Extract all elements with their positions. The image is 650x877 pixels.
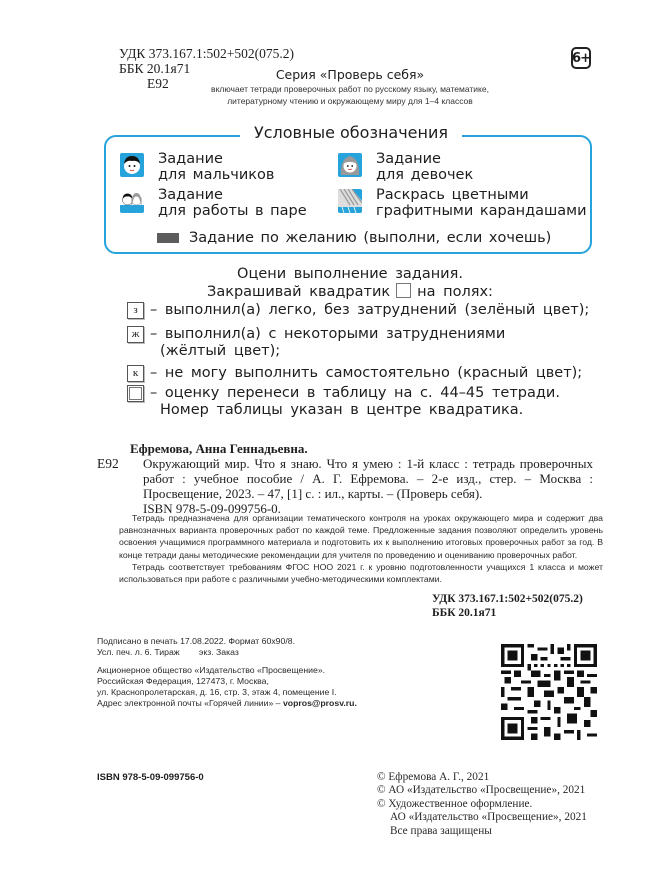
mark-box-zh: ж — [127, 326, 144, 343]
legend-item-label: для девочек — [376, 167, 474, 183]
legend-item-girls — [338, 151, 473, 183]
copyright-block — [377, 771, 587, 838]
legend-item-label: Раскрась цветными — [376, 187, 529, 203]
annotation-paragraph: Тетрадь предназначена для организации тематического контроля на уроках окружающего мира и содержит два равнозначных варианта проверочных работ по каждой теме. Предложенные задания позволяют определить уровень освоения учащимися программного материала и подготовить их к выполнению итоговых проверочных работ за год. В конце тетради даны методические рекомендации для учителя по проведению и оцениванию проверочных работ. — [119, 513, 603, 560]
legend-item-label: Задание по желанию (выполни, если хочешь) — [189, 230, 552, 246]
legend-item-label: Задание — [376, 151, 441, 167]
imprint-line: Подписано в печать 17.08.2022. Формат 60х90/8. — [97, 636, 295, 646]
pair-icon — [120, 189, 144, 213]
series-description — [150, 84, 550, 107]
double-square-icon — [127, 385, 144, 402]
evaluation-title: Оцени выполнение задания. — [237, 266, 463, 282]
biblio-description: Окружающий мир. Что я знаю. Что я умею : 1-й класс : тетрадь проверочных работ : учебное пособие / А. Г. Ефремова. – 2-е изд., стер. – Москва : Просвещение, 2023. – 47, [1] с. : ил., карты. – (Проверь себя). — [143, 456, 593, 501]
copyright-line: Все права защищены — [390, 824, 492, 837]
copyright-line: © АО «Издательство «Просвещение», 2021 — [377, 784, 586, 797]
imprint-line: Адрес электронной почты «Горячей линии» – — [97, 698, 283, 709]
mark-row-yellow — [127, 326, 505, 360]
empty-square-icon — [396, 283, 411, 298]
imprint-line: ул. Краснопролетарская, д. 16, стр. 3, этаж 4, помещение I. — [97, 687, 337, 698]
legend-item-pair — [120, 187, 307, 219]
mark-row-green — [127, 302, 589, 319]
imprint-line: Российская Федерация, 127473, г. Москва, — [97, 675, 269, 686]
boy-icon — [120, 153, 144, 177]
bbk-code: ББК 20.1я71 — [432, 607, 497, 619]
copyright-line: © Ефремова А. Г., 2021 — [377, 771, 490, 783]
legend-title: Условные обозначения — [240, 123, 462, 142]
author-mark: Е92 — [147, 76, 169, 91]
legend-item-label: для мальчиков — [158, 167, 275, 183]
series-desc-line: включает тетради проверочных работ по русскому языку, математике, — [211, 84, 489, 94]
bbk-code: ББК 20.1я71 — [119, 61, 191, 76]
imprint — [97, 636, 357, 710]
evaluation-instruction: на полях: — [417, 284, 493, 300]
evaluation-header — [150, 266, 550, 301]
series-desc-line: литературному чтению и окружающему миру для 1–4 классов — [227, 95, 473, 106]
legend-item-pencils — [338, 187, 587, 219]
udk-code: УДК 373.167.1:502+502(075.2) — [119, 46, 295, 61]
legend-item-label: для работы в паре — [158, 203, 307, 219]
girl-icon — [338, 153, 362, 177]
isbn: ISBN 978-5-09-099756-0 — [97, 772, 204, 783]
optional-task-swatch — [157, 233, 179, 243]
mark-description: Номер таблицы указан в центре квадратика. — [160, 402, 524, 418]
mark-row-red — [127, 365, 582, 382]
author-name: Ефремова, Анна Геннадьевна. — [130, 441, 308, 456]
udk-code: УДК 373.167.1:502+502(075.2) — [432, 593, 583, 605]
qr-code — [501, 644, 597, 740]
hotline-email: vopros@prosv.ru. — [282, 698, 357, 709]
author-mark: Е92 — [97, 456, 119, 471]
annotation-paragraph: Тетрадь соответствует требованиям ФГОС НОО 2021 г. к уровню подготовленности учащихся 1 класса и может использоваться при работе с различными учебно-методическими комплектами. — [119, 561, 603, 585]
pencils-icon — [338, 189, 362, 213]
series-title: Серия «Проверь себя» — [275, 67, 425, 82]
legend-item-label: графитными карандашами — [376, 203, 587, 219]
legend-item-label: Задание — [158, 151, 223, 167]
mark-row-table — [127, 385, 560, 419]
mark-box-z: з — [127, 302, 144, 319]
udk-footer — [432, 592, 583, 620]
annotation — [119, 512, 603, 585]
age-rating: 6+ — [572, 50, 590, 66]
copyright-line: © Художественное оформление. — [377, 797, 533, 810]
imprint-line: Акционерное общество «Издательство «Просвещение». — [97, 664, 326, 675]
legend-item-optional — [157, 230, 551, 246]
mark-box-k: к — [127, 365, 144, 382]
evaluation-instruction: Закрашивай квадратик — [207, 284, 391, 300]
legend-item-boys — [120, 151, 274, 183]
mark-description: – выполнил(а) с некоторыми затруднениями — [150, 326, 506, 342]
imprint-line: Усл. печ. л. 6. Тираж экз. Заказ — [97, 647, 239, 658]
copyright-line: АО «Издательство «Просвещение», 2021 — [390, 811, 587, 824]
mark-description: – оценку перенеси в таблицу на с. 44–45 тетради. — [150, 385, 560, 401]
mark-description: – выполнил(а) легко, без затруднений (зелёный цвет); — [150, 302, 590, 318]
legend-item-label: Задание — [158, 187, 223, 203]
bibliographic-record — [143, 456, 593, 516]
age-rating-badge — [571, 47, 591, 69]
biblio-isbn: ISBN 978-5-09-099756-0. — [143, 501, 281, 516]
mark-description: – не могу выполнить самостоятельно (красный цвет); — [150, 365, 583, 381]
mark-description: (жёлтый цвет); — [160, 343, 281, 359]
